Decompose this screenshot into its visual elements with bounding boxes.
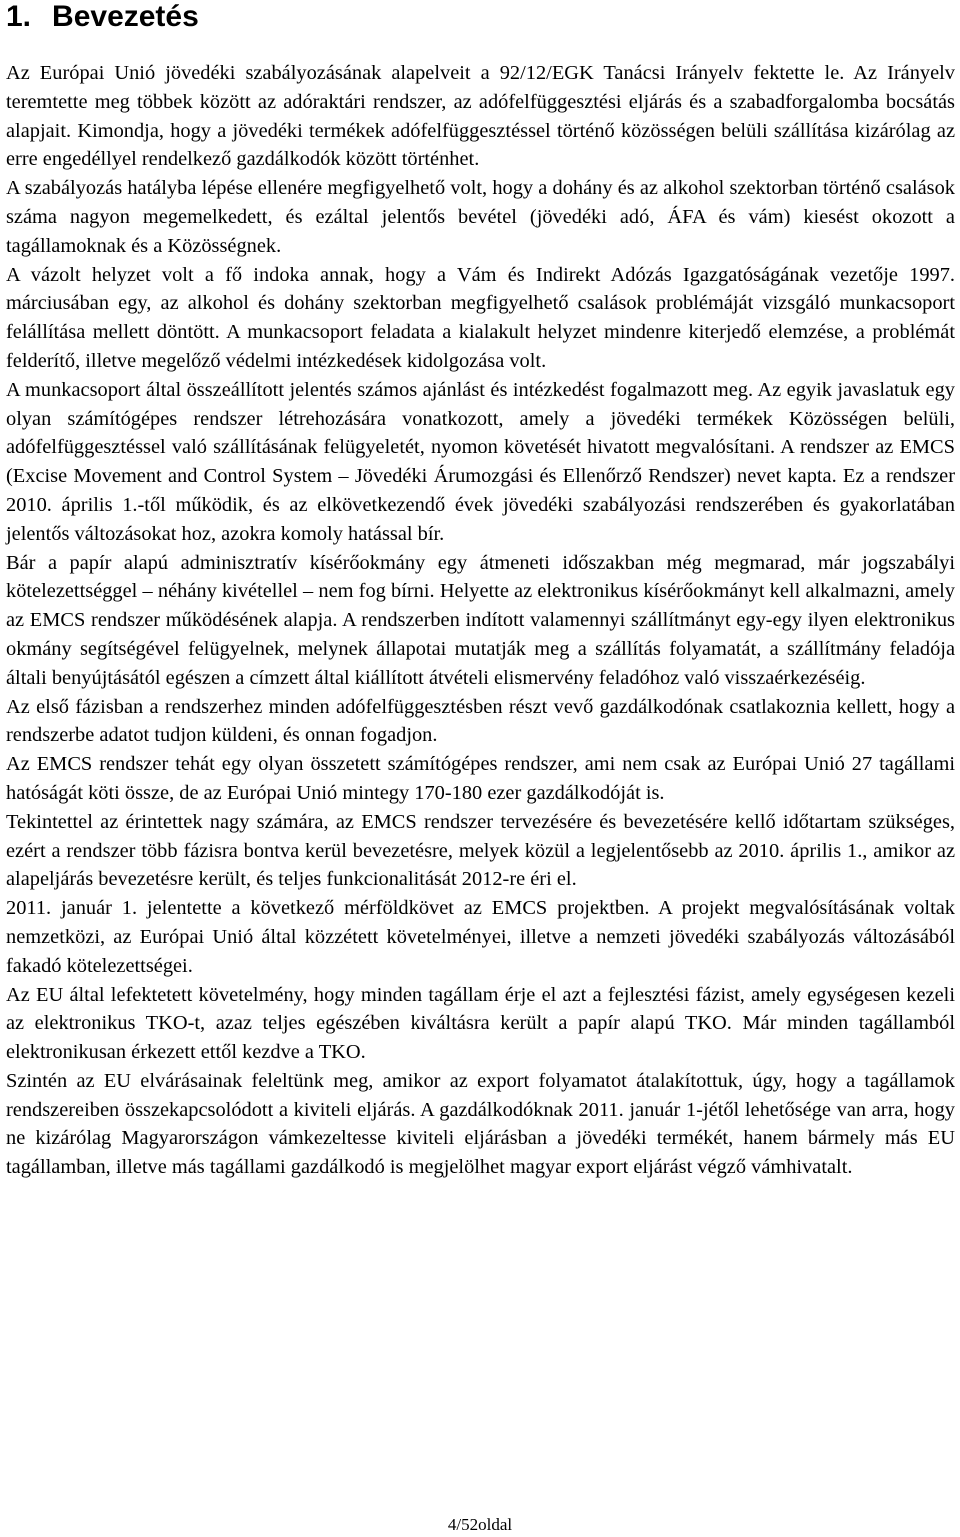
paragraph-3: A vázolt helyzet volt a fő indoka annak, hogy a Vám és Indirekt Adózás Igazgatóságának vezetője 1997. márciusában egy, az alkohol és dohány szektorban megfigyelhető csalások problémáját vizsgáló munkacsoport felállítása mellett döntött. A munkacsoport feladata a kialakult helyzet mindenre kiterjedő elemzése, a problémát felderítő, illetve megelőző védelmi intézkedések kidolgozása volt. [6, 263, 955, 372]
paragraph-1: Az Európai Unió jövedéki szabályozásának alapelveit a 92/12/EGK Tanácsi Irányelv fektette le. Az Irányelv teremtette meg többek között az adóraktári rendszer, az adófelfüggesztési eljárás és a szabadforgalomba bocsátás alapjait. Kimondja, hogy a jövedéki termékek adófelfüggesztéssel történő közösségen belüli szállítása kizárólag az erre engedéllyel rendelkező gazdálkodók között történhet. [6, 62, 955, 171]
paragraph-4: A munkacsoport által összeállított jelentés számos ajánlást és intézkedést fogalmazott meg. Az egyik javaslatuk egy olyan számítógépes rendszer létrehozására vonatkozott, amely a jövedéki termékek Közösségen belüli, adófelfüggesztéssel való szállításának felügyeletét, nyomon követését hivatott megvalósítani. A rendszer az EMCS (Excise Movement and Control System – Jövedéki Árumozgási és Ellenőrző Rendszer) nevet kapta. Ez a rendszer 2010. április 1.-től működik, és az elkövetkezendő évek jövedéki szabályozási rendszerében és gyakorlatában jelentős változásokat hoz, azokra komoly hatással bír. [6, 378, 955, 545]
paragraph-10: Az EU által lefektetett követelmény, hogy minden tagállam érje el azt a fejlesztési fázist, amely egységesen kezeli az elektronikus TKO-t, azaz teljes egészében kiváltásra került a papír alapú TKO. Már minden tagállamból elektronikusan érkezett ettől kezdve a TKO. [6, 983, 955, 1064]
paragraph-6: Az első fázisban a rendszerhez minden adófelfüggesztésben részt vevő gazdálkodónak csatlakoznia kellett, hogy a rendszerbe adatot tudjon küldeni, és onnan fogadjon. [6, 695, 955, 747]
paragraph-9: 2011. január 1. jelentette a következő mérföldkövet az EMCS projektben. A projekt megvalósításának voltak nemzetközi, az Európai Unió által közzétett követelményei, illetve a nemzeti jövedéki szabályozás változásából fakadó kötelezettségei. [6, 897, 955, 977]
document-page [6, 0, 955, 1179]
paragraph-7: Az EMCS rendszer tehát egy olyan összetett számítógépes rendszer, ami nem csak az Európai Unió 27 tagállami hatóságát köti össze, de az Európai Unió mintegy 170-180 ezer gazdálkodóját is. [6, 753, 955, 804]
paragraph-5: Bár a papír alapú adminisztratív kísérőokmány egy átmeneti időszakban még megmarad, már jogszabályi kötelezettséggel – néhány kivétellel – nem fog bírni. Helyette az elektronikus kísérőokmányt kell alkalmazni, amely az EMCS rendszer működésének alapja. A rendszerben indított valamennyi szállítmányt egy-egy ilyen elektronikus okmány segítségével felügyelnek, melynek állapotai mutatják meg a szállítás folyamatát, a szállítmány feladója általi benyújtásától egészen a címzett által kiállított átvételi elismervény feladóhoz való visszaérkezéséig. [6, 551, 955, 689]
section-heading [6, 0, 955, 34]
paragraph-11: Szintén az EU elvárásainak feleltünk meg, amikor az export folyamatot átalakítottuk, úgy, hogy a tagállamok rendszereiben összekapcsolódott a kiviteli eljárás. A gazdálkodóknak 2011. január 1-jétől lehetősége van arra, hogy ne kizárólag Magyarországon vámkezeltesse kiviteli eljárásban a jövedéki termékét, hanem bármely más EU tagállamban, illetve más tagállami gazdálkodó is megjelölhet magyar export eljárást végző vámhivatalt. [6, 1069, 955, 1179]
section-number: 1. [6, 0, 32, 33]
paragraph-2: A szabályozás hatályba lépése ellenére megfigyelhető volt, hogy a dohány és az alkohol szektorban történő csalások száma nagyon megemelkedett, és ezáltal jelentős bevétel (jövedéki adó, ÁFA és vám) kiesést okozott a tagállamoknak és a Közösségnek. [6, 177, 955, 257]
paragraph-8: Tekintettel az érintettek nagy számára, az EMCS rendszer tervezésére és bevezetésére kellő időtartam szükséges, ezért a rendszer több fázisra bontva kerül bevezetésre, melyek közül a legjelentősebb az 2010. április 1., amikor az alapeljárás bevezetésre került, és teljes funkcionalitását 2012-re éri el. [6, 810, 955, 891]
body-text [6, 59, 955, 1182]
section-title: Bevezetés [52, 0, 199, 33]
page-number-footer: 4/52oldal [447, 1515, 513, 1534]
